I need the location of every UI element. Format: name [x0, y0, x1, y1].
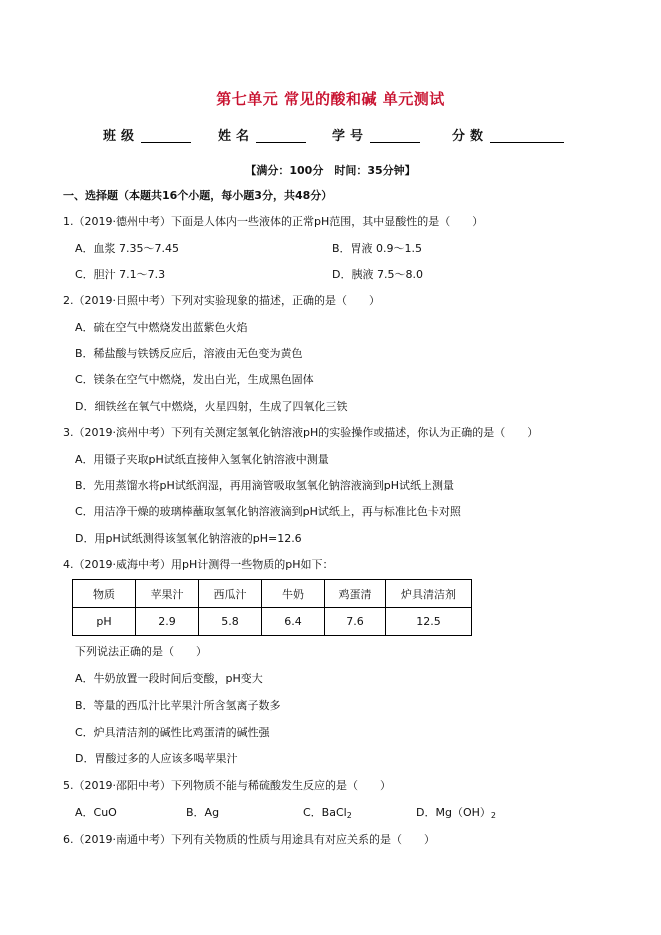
ph-table-header-cell: 鸡蛋清	[325, 580, 386, 608]
info-number-label: 学号	[332, 129, 369, 144]
info-name	[218, 125, 306, 144]
question-5-option-b	[186, 804, 219, 820]
ph-table-value-cell: 2.9	[136, 608, 199, 636]
question-2-option-d: D．细铁丝在氧气中燃烧，火星四射，生成了四氧化三铁	[75, 400, 348, 413]
question-5-option-a	[75, 804, 117, 820]
score-time-line: 【满分：100分 时间：35分钟】	[245, 164, 416, 177]
ph-table-value-cell: pH	[73, 608, 136, 636]
question-4-option-c: C．炉具清洁剂的碱性比鸡蛋清的碱性强	[75, 726, 270, 739]
section-heading: 一、选择题（本题共16个小题，每小题3分，共48分）	[63, 189, 333, 202]
question-5-option-d-subscript: 2	[490, 811, 496, 820]
ph-table-header-cell: 西瓜汁	[199, 580, 262, 608]
question-2-option-c: C．镁条在空气中燃烧，发出白光，生成黑色固体	[75, 373, 314, 386]
info-number-blank[interactable]	[370, 142, 420, 143]
question-1-option-a: A．血浆 7.35～7.45	[75, 242, 180, 255]
question-2-option-a: A．硫在空气中燃烧发出蓝紫色火焰	[75, 321, 248, 334]
question-4-option-a: A．牛奶放置一段时间后变酸，pH变大	[75, 672, 263, 685]
question-5-option-c	[303, 804, 352, 820]
question-3-option-a: A．用镊子夹取pH试纸直接伸入氢氧化钠溶液中测量	[75, 453, 329, 466]
ph-table-value-cell: 5.8	[199, 608, 262, 636]
ph-table-value-cell: 12.5	[386, 608, 472, 636]
question-3-option-c: C．用洁净干燥的玻璃棒蘸取氢氧化钠溶液滴到pH试纸上，再与标准比色卡对照	[75, 505, 461, 518]
question-5-option-a-text: A．CuO	[75, 806, 117, 819]
page-title: 第七单元 常见的酸和碱 单元测试	[216, 90, 445, 108]
question-5-option-c-subscript: 2	[346, 811, 352, 820]
ph-table-value-cell: 7.6	[325, 608, 386, 636]
ph-table-value-cell: 6.4	[262, 608, 325, 636]
info-class-label: 班级	[103, 129, 140, 144]
question-5-option-b-text: B．Ag	[186, 806, 220, 819]
info-class-blank[interactable]	[141, 142, 191, 143]
question-6-stem: 6.（2019·南通中考）下列有关物质的性质与用途具有对应关系的是（ ）	[63, 833, 435, 846]
question-1-stem: 1.（2019·德州中考）下面是人体内一些液体的正常pH范围，其中显酸性的是（ ）	[63, 215, 484, 228]
info-name-label: 姓名	[218, 129, 255, 144]
question-5-stem: 5.（2019·邵阳中考）下列物质不能与稀硫酸发生反应的是（ ）	[63, 779, 391, 792]
info-score	[452, 125, 564, 144]
question-1-option-c: C．胆汁 7.1～7.3	[75, 268, 166, 281]
question-1-option-b: B．胃液 0.9～1.5	[332, 242, 423, 255]
question-3-stem: 3.（2019·滨州中考）下列有关测定氢氧化钠溶液pH的实验操作或描述，你认为正确的是（ ）	[63, 426, 539, 439]
info-class	[103, 125, 191, 144]
question-4-option-b: B．等量的西瓜汁比苹果汁所含氢离子数多	[75, 699, 281, 712]
info-score-blank[interactable]	[490, 142, 564, 143]
ph-table-header-cell: 物质	[73, 580, 136, 608]
question-4-stem: 4.（2019·威海中考）用pH计测得一些物质的pH如下：	[63, 558, 334, 571]
ph-table-header-row	[73, 580, 472, 608]
ph-table-header-cell: 炉具清洁剂	[386, 580, 472, 608]
info-name-blank[interactable]	[256, 142, 306, 143]
question-5-option-c-text: C．BaCl	[303, 806, 347, 819]
ph-table-header-cell: 牛奶	[262, 580, 325, 608]
info-score-label: 分数	[452, 129, 489, 144]
ph-table-header-cell: 苹果汁	[136, 580, 199, 608]
ph-table	[72, 579, 472, 636]
ph-table-value-row	[73, 608, 472, 636]
question-1-option-d: D．胰液 7.5～8.0	[332, 268, 423, 281]
question-4-option-d: D．胃酸过多的人应该多喝苹果汁	[75, 752, 238, 765]
question-5-option-d	[416, 804, 496, 820]
question-5-option-d-text: D．Mg（OH）	[416, 806, 491, 819]
question-2-stem: 2.（2019·日照中考）下列对实验现象的描述，正确的是（ ）	[63, 294, 380, 307]
student-info-row	[0, 125, 661, 145]
question-3-option-d: D．用pH试纸测得该氢氧化钠溶液的pH=12.6	[75, 532, 302, 545]
info-number	[332, 125, 420, 144]
question-2-option-b: B．稀盐酸与铁锈反应后，溶液由无色变为黄色	[75, 347, 303, 360]
question-4-prompt: 下列说法正确的是（ ）	[75, 645, 207, 658]
question-3-option-b: B．先用蒸馏水将pH试纸润湿，再用滴管吸取氢氧化钠溶液滴到pH试纸上测量	[75, 479, 455, 492]
